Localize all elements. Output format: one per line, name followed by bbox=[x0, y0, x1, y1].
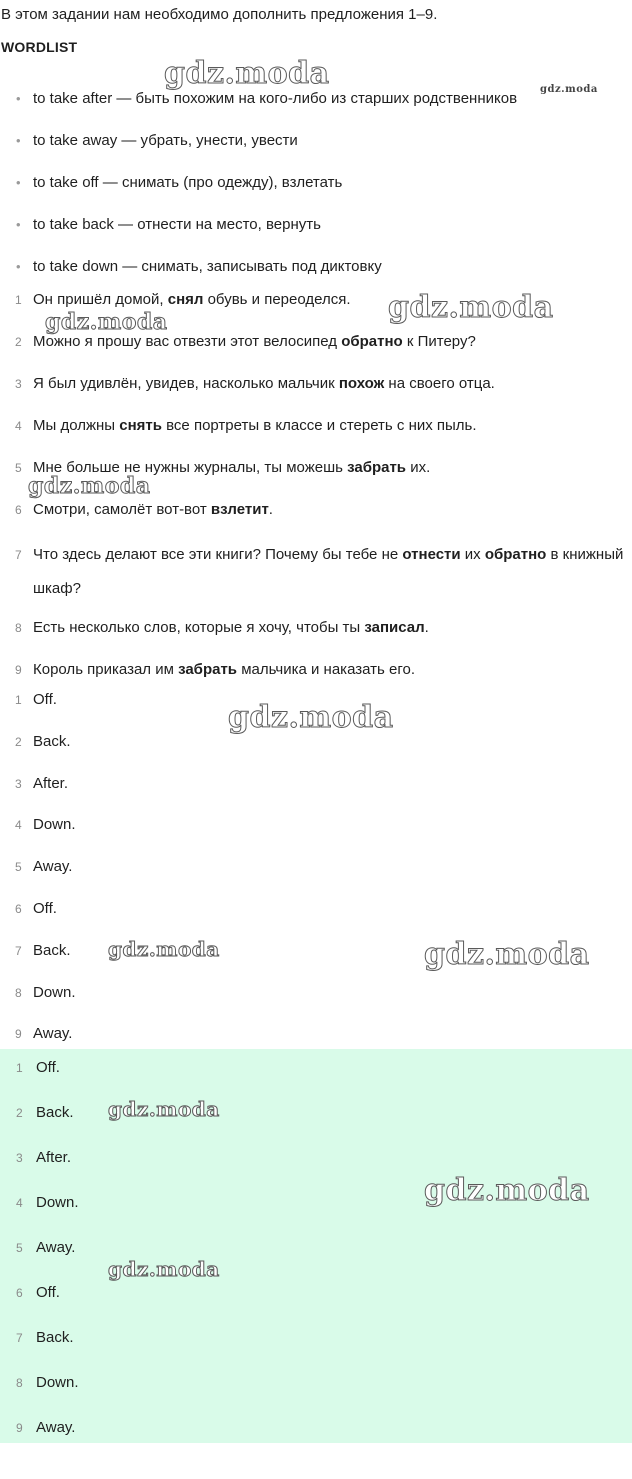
item-number: 9 bbox=[15, 1027, 22, 1042]
item-number: 2 bbox=[15, 335, 22, 349]
item-number: 7 bbox=[15, 548, 22, 562]
watermark-logo: gdz.moda bbox=[28, 473, 151, 499]
answer-text: Down. bbox=[36, 1374, 79, 1391]
wordlist-title: WORDLIST bbox=[1, 39, 78, 55]
item-number: 6 bbox=[15, 901, 22, 916]
watermark-logo: gdz.moda bbox=[540, 84, 598, 95]
watermark-logo: gdz.moda bbox=[424, 1173, 590, 1208]
sentence-text: мальчика и наказать его. bbox=[237, 661, 415, 678]
list-item bbox=[0, 1369, 632, 1414]
item-number: 2 bbox=[16, 1106, 23, 1120]
answer-text: Down. bbox=[36, 1194, 79, 1211]
item-number: 4 bbox=[16, 1196, 23, 1210]
highlighted-word: снял bbox=[167, 291, 204, 308]
highlighted-word: похож bbox=[338, 375, 385, 392]
answer-text: Back. bbox=[33, 941, 71, 959]
bullet-icon: • bbox=[16, 217, 21, 232]
sentence-text: . bbox=[424, 619, 429, 636]
list-item bbox=[0, 169, 632, 211]
list-item bbox=[0, 85, 632, 127]
list-item bbox=[0, 853, 632, 895]
answer-text: Away. bbox=[36, 1239, 76, 1256]
list-item bbox=[0, 614, 632, 656]
wordlist-entry: to take back — отнести на место, вернуть bbox=[33, 216, 321, 233]
list-item bbox=[0, 370, 632, 412]
watermark-logo: gdz.moda bbox=[164, 56, 330, 91]
watermark-logo: gdz.moda bbox=[108, 1257, 220, 1281]
item-number: 4 bbox=[15, 818, 22, 833]
sentence-text: Есть несколько слов, которые я хочу, чтобы ты bbox=[33, 619, 365, 636]
highlighted-word: отнести bbox=[402, 546, 461, 563]
answer-text: After. bbox=[36, 1149, 72, 1166]
item-number: 8 bbox=[15, 621, 22, 635]
highlighted-answer-block bbox=[0, 1049, 632, 1443]
list-item bbox=[0, 1234, 632, 1279]
sentence-text: в книжный шкаф? bbox=[33, 546, 624, 597]
list-item bbox=[0, 895, 632, 937]
list-item bbox=[0, 811, 632, 853]
wordlist-entry: to take down — снимать, записывать под диктовку bbox=[33, 258, 382, 275]
item-number: 3 bbox=[16, 1151, 23, 1165]
answer-text: Away. bbox=[33, 858, 73, 876]
item-number: 5 bbox=[16, 1241, 23, 1255]
highlighted-word: взлетит bbox=[210, 501, 269, 518]
list-item bbox=[0, 127, 632, 169]
watermark-logo: gdz.moda bbox=[228, 700, 394, 735]
list-item bbox=[0, 1414, 632, 1459]
item-number: 2 bbox=[15, 734, 22, 749]
list-item bbox=[0, 496, 632, 538]
item-number: 9 bbox=[16, 1421, 23, 1435]
list-item bbox=[0, 1279, 632, 1324]
highlighted-word: снять bbox=[119, 417, 162, 434]
item-number: 6 bbox=[15, 503, 22, 517]
answer-text: Down. bbox=[33, 816, 76, 834]
highlighted-word: обратно bbox=[484, 546, 547, 563]
answer-text: Down. bbox=[33, 983, 76, 1001]
list-item bbox=[0, 1099, 632, 1144]
item-number: 5 bbox=[15, 461, 22, 475]
watermark-logo: gdz.moda bbox=[45, 309, 168, 335]
watermark-logo: gdz.moda bbox=[424, 937, 590, 972]
list-item bbox=[0, 1324, 632, 1369]
sentence-text: их. bbox=[406, 459, 431, 476]
highlighted-word: забрать bbox=[178, 661, 238, 678]
wordlist-entry: to take away — убрать, унести, увести bbox=[33, 132, 298, 149]
answer-text: Off. bbox=[36, 1284, 60, 1301]
list-item bbox=[0, 412, 632, 454]
answer-list bbox=[0, 686, 632, 1062]
item-number: 8 bbox=[15, 985, 22, 1000]
answer-list-highlighted bbox=[0, 1049, 632, 1459]
sentence-text: Он пришёл домой, bbox=[33, 291, 168, 308]
sentence-text: их bbox=[460, 546, 485, 563]
item-number: 7 bbox=[16, 1331, 23, 1345]
highlighted-word: записал bbox=[364, 619, 425, 636]
wordlist-entry: to take after — быть похожим на кого-либо из старших родственников bbox=[33, 90, 518, 107]
item-number: 1 bbox=[15, 693, 22, 707]
sentence-text: обувь и переоделся. bbox=[203, 291, 351, 308]
item-number: 5 bbox=[15, 860, 22, 875]
item-number: 3 bbox=[15, 377, 22, 391]
answer-text: After. bbox=[33, 774, 69, 792]
answer-text: Off. bbox=[33, 899, 57, 917]
item-number: 6 bbox=[16, 1286, 23, 1300]
highlighted-word: обратно bbox=[341, 333, 403, 350]
sentence-text: Я был удивлён, увидев, насколько мальчик bbox=[33, 375, 339, 392]
wordlist-entry: to take off — снимать (про одежду), взлетать bbox=[33, 174, 343, 191]
item-number: 7 bbox=[15, 943, 22, 958]
sentence-text: Мне больше не нужны журналы, ты можешь bbox=[33, 459, 348, 476]
wordlist bbox=[0, 85, 632, 295]
sentence-text: Король приказал им bbox=[33, 661, 179, 678]
sentence-text: Мы должны bbox=[33, 417, 120, 434]
watermark-logo: gdz.moda bbox=[108, 937, 220, 961]
answer-text: Away. bbox=[36, 1419, 76, 1436]
bullet-icon: • bbox=[16, 91, 21, 106]
answer-text: Back. bbox=[36, 1329, 74, 1346]
answer-text: Off. bbox=[33, 691, 57, 708]
list-item bbox=[0, 770, 632, 812]
highlighted-word: забрать bbox=[347, 459, 407, 476]
answer-text: Back. bbox=[33, 732, 71, 750]
item-number: 8 bbox=[16, 1376, 23, 1390]
list-item bbox=[0, 1054, 632, 1099]
sentence-text: . bbox=[268, 501, 273, 518]
sentence-text: к Питеру? bbox=[402, 333, 476, 350]
bullet-icon: • bbox=[16, 259, 21, 274]
bullet-icon: • bbox=[16, 133, 21, 148]
watermark-logo: gdz.moda bbox=[108, 1097, 220, 1121]
list-item bbox=[0, 538, 632, 614]
list-item bbox=[0, 979, 632, 1021]
answer-text: Away. bbox=[33, 1025, 73, 1043]
item-number: 1 bbox=[15, 293, 22, 307]
item-number: 4 bbox=[15, 419, 22, 433]
item-number: 9 bbox=[15, 663, 22, 677]
sentence-text: на своего отца. bbox=[384, 375, 495, 392]
intro-text: В этом задании нам необходимо дополнить предложения 1–9. bbox=[1, 6, 438, 23]
answer-text: Off. bbox=[36, 1059, 60, 1076]
sentence-text: Смотри, самолёт вот-вот bbox=[33, 501, 211, 518]
sentence-text: все портреты в классе и стереть с них пыль. bbox=[161, 417, 477, 434]
list-item bbox=[0, 211, 632, 253]
bullet-icon: • bbox=[16, 175, 21, 190]
sentence-text: Можно я прошу вас отвезти этот велосипед bbox=[33, 333, 342, 350]
sentence-text: Что здесь делают все эти книги? Почему бы тебе не bbox=[33, 546, 403, 563]
answer-text: Back. bbox=[36, 1104, 74, 1121]
item-number: 1 bbox=[16, 1061, 23, 1075]
watermark-logo: gdz.moda bbox=[388, 290, 554, 325]
item-number: 3 bbox=[15, 776, 22, 791]
